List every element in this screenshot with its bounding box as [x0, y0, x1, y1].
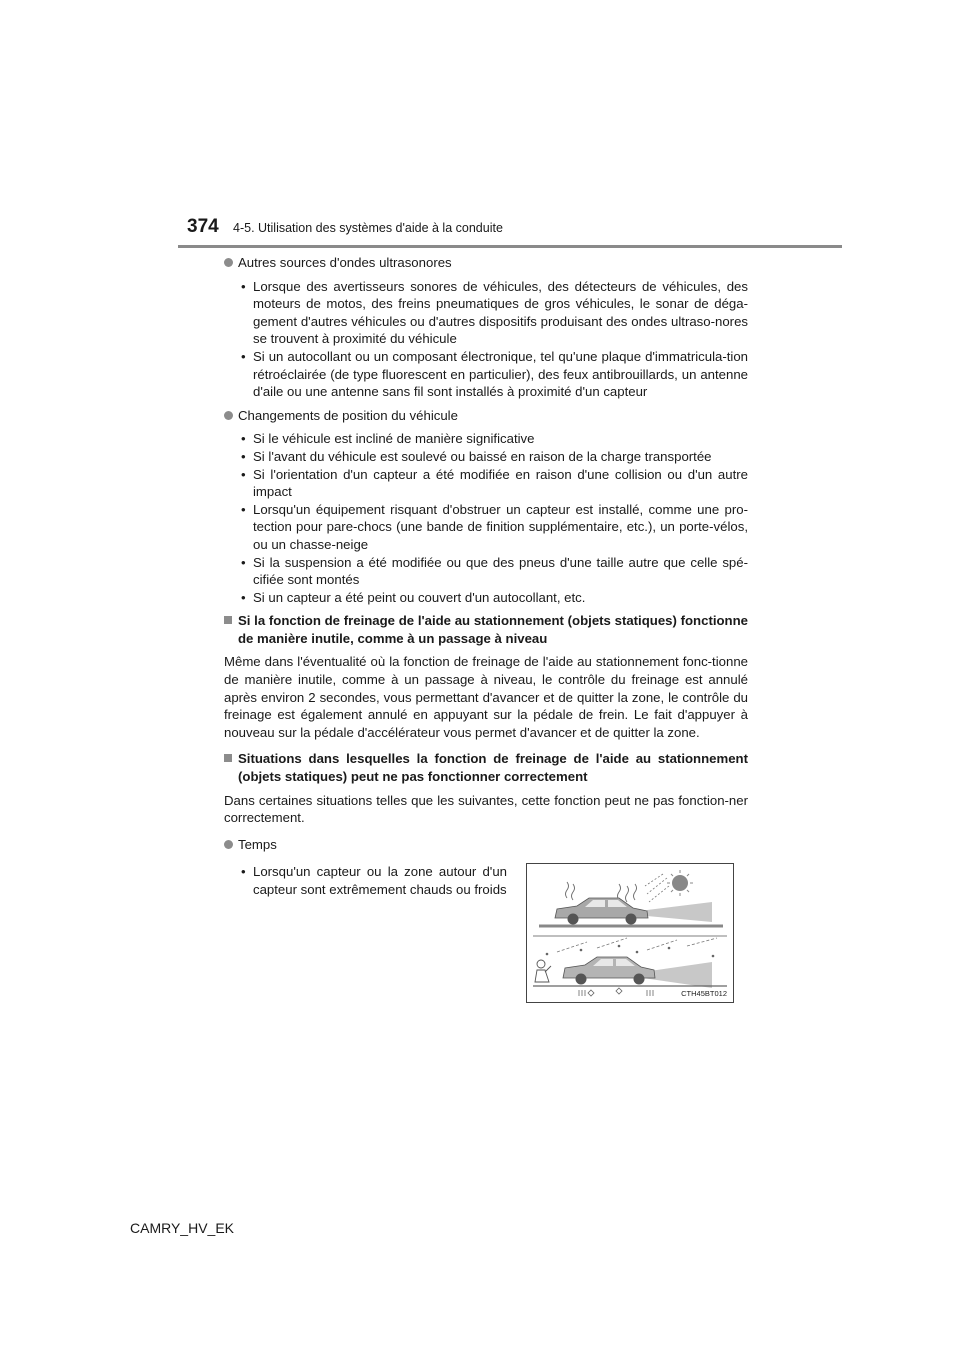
list-item: • Lorsqu'un capteur ou la zone autour d'un capteur sont extrêmement chauds ou froids	[241, 863, 507, 898]
paragraph-malfunction-situations: Dans certaines situations telles que les suivantes, cette fonction peut ne pas fonction-ner correctement.	[224, 792, 748, 826]
list-ultrasonic-sources	[224, 278, 748, 401]
weather-illustration	[526, 863, 734, 1003]
list-weather	[241, 863, 507, 898]
section-title: 4-5. Utilisation des systèmes d'aide à la conduite	[233, 221, 503, 235]
section-heading-unnecessary-braking: Si la fonction de freinage de l'aide au stationnement (objets statiques) fonctionne de manière inutile, comme à un passage à niveau	[224, 612, 748, 647]
sun-icon	[672, 875, 688, 891]
list-item: • Lorsque des avertisseurs sonores de véhicules, des détecteurs de véhicules, des moteurs de motos, des freins pneumatiques de gros véhicules, le sonar de déga-gement d'autres véhicules ou d'autres dispositifs produisant des ondes ultraso-nores se trouvent à proximité du véhicule	[241, 278, 748, 348]
footer-model-code: CAMRY_HV_EK	[130, 1220, 235, 1236]
figure-code: CTH45BT012	[681, 989, 727, 998]
heading-ultrasonic-sources: Autres sources d'ondes ultrasonores	[224, 254, 748, 272]
list-item: • Si un autocollant ou un composant électronique, tel qu'une plaque d'immatricula-tion rétroéclairée (de type fluorescent en particulier), des feux antibrouillards, un antenne d'aile ou une antenne sans fil sont installés à proximité d'un capteur	[241, 348, 748, 401]
car-icon	[555, 898, 648, 925]
section-heading-malfunction-situations: Situations dans lesquelles la fonction de freinage de l'aide au stationnement (objets statiques) peut ne pas fonctionner correctement	[224, 750, 748, 785]
heading-position-changes: Changements de position du véhicule	[224, 407, 748, 425]
weather-illustration-drawing	[527, 864, 733, 1002]
heading-weather: Temps	[224, 836, 748, 854]
car-icon	[563, 957, 655, 985]
page-content	[224, 254, 748, 853]
list-item: • Si un capteur a été peint ou couvert d'un autocollant, etc.	[241, 589, 748, 607]
header-rule	[178, 245, 842, 248]
list-item: • Si la suspension a été modifiée ou que des pneus d'une taille autre que celle spé-cifiée sont montés	[241, 554, 748, 589]
list-item: • Si le véhicule est incliné de manière significative	[241, 430, 748, 448]
person-icon	[535, 960, 551, 982]
list-position-changes	[224, 430, 748, 606]
list-item: • Lorsqu'un équipement risquant d'obstruer un capteur est installé, comme une pro-tection pour pare-chocs (une bande de finition supplémentaire, etc.), un porte-vélos, ou un chasse-neige	[241, 501, 748, 554]
list-item: • Si l'orientation d'un capteur a été modifiée en raison d'une collision ou d'un autre impact	[241, 466, 748, 501]
page-number: 374	[187, 216, 219, 237]
paragraph-unnecessary-braking: Même dans l'éventualité où la fonction de freinage de l'aide au stationnement fonc-tionne de manière inutile, comme à un passage à niveau, le contrôle du freinage est annulé après environ 2 secondes, vous permettant d'avancer et de quitter la zone, le contrôle du freinage est également annulé en appuyant sur la pédale de frein. Le fait d'appuyer à nouveau sur la pédale d'accélérateur vous permet d'avancer et de quitter la zone.	[224, 654, 748, 740]
sensor-wave-icon	[647, 902, 712, 922]
list-item: • Si l'avant du véhicule est soulevé ou baissé en raison de la charge transportée	[241, 448, 748, 466]
